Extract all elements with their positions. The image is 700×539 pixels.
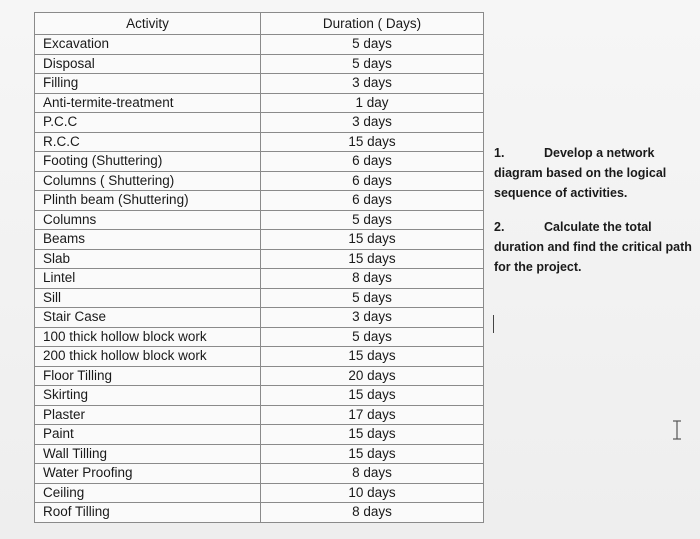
table-row [35,93,484,113]
duration-cell: 15 days [261,347,484,367]
activity-table [34,12,484,523]
duration-cell: 5 days [261,35,484,55]
activity-cell: Columns ( Shuttering) [35,171,261,191]
duration-cell: 20 days [261,366,484,386]
duration-cell: 10 days [261,483,484,503]
activity-cell: Lintel [35,269,261,289]
activity-cell: 200 thick hollow block work [35,347,261,367]
activity-cell: Anti-termite-treatment [35,93,261,113]
table-row [35,191,484,211]
duration-cell: 5 days [261,54,484,74]
ibeam-cursor-icon [670,420,684,440]
table-row [35,152,484,172]
activity-cell: Filling [35,74,261,94]
table-row [35,288,484,308]
activity-cell: Disposal [35,54,261,74]
table-row [35,327,484,347]
duration-cell: 5 days [261,210,484,230]
table-row [35,35,484,55]
activity-cell: Columns [35,210,261,230]
table-row [35,405,484,425]
activity-cell: Floor Tilling [35,366,261,386]
activity-cell: Paint [35,425,261,445]
duration-cell: 15 days [261,425,484,445]
duration-cell: 15 days [261,444,484,464]
duration-cell: 3 days [261,74,484,94]
questions-block [494,143,694,291]
duration-cell: 15 days [261,132,484,152]
text-caret [493,315,494,333]
table-row [35,249,484,269]
activity-cell: P.C.C [35,113,261,133]
question-text: Develop a network diagram based on the logical sequence of activities. [494,146,667,200]
duration-cell: 15 days [261,386,484,406]
table-header-row [35,13,484,35]
duration-cell: 1 day [261,93,484,113]
duration-cell: 8 days [261,464,484,484]
table-row [35,171,484,191]
duration-cell: 3 days [261,308,484,328]
table-row [35,308,484,328]
activity-cell: Plaster [35,405,261,425]
duration-cell: 8 days [261,269,484,289]
question-number: 2. [494,220,505,234]
activity-table-body [35,35,484,523]
activity-cell: Excavation [35,35,261,55]
duration-cell: 5 days [261,288,484,308]
duration-cell: 8 days [261,503,484,523]
activity-cell: Ceiling [35,483,261,503]
activity-cell: Wall Tilling [35,444,261,464]
table-row [35,483,484,503]
table-row [35,503,484,523]
table-row [35,132,484,152]
table-row [35,210,484,230]
activity-column-header: Activity [35,13,261,35]
activity-cell: Sill [35,288,261,308]
duration-column-header: Duration ( Days) [261,13,484,35]
table-row [35,269,484,289]
question-number: 1. [494,146,505,160]
activity-cell: 100 thick hollow block work [35,327,261,347]
table-row [35,74,484,94]
duration-cell: 17 days [261,405,484,425]
activity-cell: Plinth beam (Shuttering) [35,191,261,211]
table-row [35,113,484,133]
table-row [35,347,484,367]
table-row [35,366,484,386]
activity-cell: Footing (Shuttering) [35,152,261,172]
activity-cell: R.C.C [35,132,261,152]
activity-cell: Roof Tilling [35,503,261,523]
table-row [35,464,484,484]
activity-cell: Slab [35,249,261,269]
activity-cell: Skirting [35,386,261,406]
duration-cell: 15 days [261,230,484,250]
table-row [35,425,484,445]
question-2 [494,217,694,277]
duration-cell: 15 days [261,249,484,269]
table-row [35,444,484,464]
table-row [35,230,484,250]
duration-cell: 6 days [261,152,484,172]
duration-cell: 3 days [261,113,484,133]
activity-cell: Beams [35,230,261,250]
question-text: Calculate the total duration and find the critical path for the project. [494,220,692,274]
question-1 [494,143,694,203]
table-row [35,386,484,406]
duration-cell: 6 days [261,171,484,191]
duration-cell: 6 days [261,191,484,211]
activity-cell: Water Proofing [35,464,261,484]
duration-cell: 5 days [261,327,484,347]
activity-cell: Stair Case [35,308,261,328]
table-row [35,54,484,74]
